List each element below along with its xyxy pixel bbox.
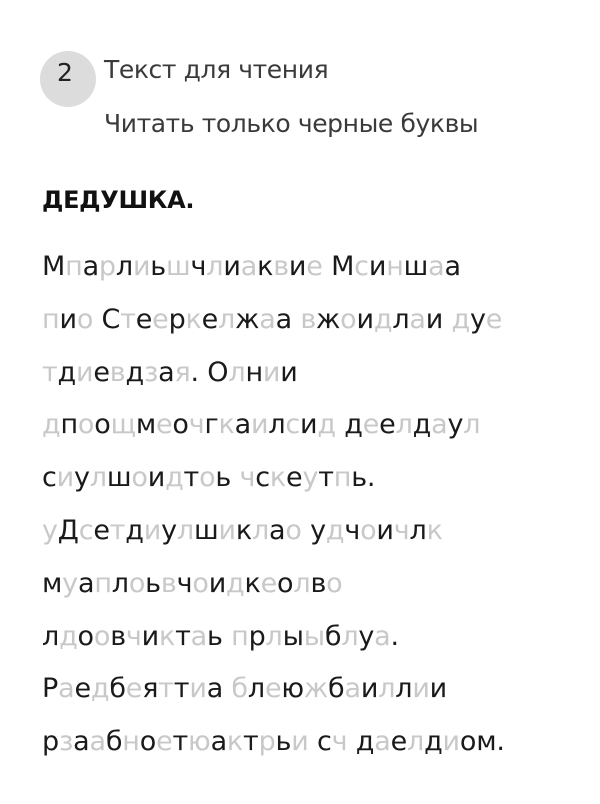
reading-line <box>42 456 505 509</box>
number-badge <box>40 51 96 107</box>
black-letters: и <box>300 409 318 441</box>
grey-letters: и <box>218 514 236 546</box>
black-letters: д <box>125 356 144 388</box>
black-letters: д <box>125 514 144 546</box>
black-letters: т <box>173 673 190 705</box>
grey-letters: п <box>333 462 352 494</box>
grey-letters: у <box>42 514 58 546</box>
black-letters: р <box>168 303 186 335</box>
grey-letters: т <box>109 514 126 546</box>
black-letters: и <box>59 303 77 335</box>
grey-letters: и <box>76 356 94 388</box>
black-letters: ы <box>282 620 304 652</box>
black-letters: р <box>42 726 59 758</box>
black-letters: ж <box>316 303 341 335</box>
reading-line <box>42 667 505 720</box>
black-letters: е <box>201 303 219 335</box>
grey-letters: у <box>62 567 78 599</box>
grey-letters: а <box>374 620 391 652</box>
black-letters: ю <box>281 673 304 705</box>
black-letters: а <box>206 673 232 705</box>
black-letters: д <box>355 726 375 758</box>
black-letters: а <box>77 567 95 599</box>
grey-letters: к <box>226 726 244 758</box>
exercise-instruction: Читать только черные буквы <box>104 109 479 138</box>
grey-letters: и <box>250 409 269 441</box>
black-letters: у <box>161 514 177 546</box>
black-letters: т <box>175 620 191 652</box>
black-letters: т <box>318 462 334 494</box>
grey-letters: в <box>160 567 177 599</box>
black-letters: л <box>409 514 427 546</box>
grey-letters: з <box>58 726 74 758</box>
grey-letters: ч <box>188 409 205 441</box>
black-letters: д <box>424 726 443 758</box>
grey-letters: е <box>485 303 503 335</box>
grey-letters: е <box>125 673 143 705</box>
black-letters: л <box>115 251 133 282</box>
black-letters: б <box>109 673 126 705</box>
black-letters: я <box>142 673 159 705</box>
badge-number: 2 <box>57 58 73 87</box>
black-letters: у <box>358 620 375 652</box>
grey-letters: о <box>76 303 94 335</box>
grey-letters: ш <box>166 251 191 282</box>
black-letters: е <box>379 409 396 441</box>
black-letters: ь <box>207 620 232 652</box>
grey-letters: л <box>206 251 224 282</box>
grey-letters: л <box>218 303 236 335</box>
grey-letters: с <box>78 514 94 546</box>
grey-letters: д <box>373 303 393 335</box>
black-letters: ь <box>150 251 167 282</box>
black-letters: л <box>395 673 413 705</box>
grey-letters: к <box>185 303 202 335</box>
grey-letters: л <box>378 673 396 705</box>
black-letters: к <box>257 251 274 282</box>
black-letters: и <box>368 251 387 282</box>
grey-letters: и <box>132 251 151 282</box>
black-letters: и <box>223 251 241 282</box>
black-letters: ь <box>215 462 240 494</box>
black-letters: и <box>208 567 227 599</box>
black-letters: л <box>392 303 410 335</box>
reading-line <box>42 562 505 615</box>
grey-letters: п <box>94 567 112 599</box>
grey-letters: д <box>90 673 110 705</box>
grey-letters: о <box>131 462 148 494</box>
black-letters: ом. <box>459 726 505 758</box>
grey-letters: л <box>176 514 194 546</box>
grey-letters: к <box>159 620 176 652</box>
black-letters: р <box>248 620 266 652</box>
grey-letters: к <box>218 409 235 441</box>
grey-letters: е <box>264 673 282 705</box>
grey-letters: к <box>426 514 443 546</box>
grey-letters: д <box>451 303 470 335</box>
grey-letters: е <box>156 726 173 758</box>
grey-letters: а <box>240 251 258 282</box>
black-letters: у <box>310 514 326 546</box>
grey-letters: с <box>285 409 301 441</box>
grey-letters: н <box>386 251 404 282</box>
black-letters: у <box>469 303 486 335</box>
black-letters: о <box>172 409 189 441</box>
black-letters: у <box>74 462 90 494</box>
grey-letters: л <box>89 462 107 494</box>
grey-letters: д <box>165 462 184 494</box>
black-letters: ч <box>176 567 193 599</box>
black-letters: . О <box>190 356 229 388</box>
black-letters: б <box>324 620 342 652</box>
grey-letters: о <box>128 567 146 599</box>
grey-letters: к <box>269 462 287 494</box>
grey-letters: д <box>59 620 78 652</box>
black-letters: ь <box>275 726 292 758</box>
black-letters: о <box>139 726 157 758</box>
grey-letters: о <box>360 514 377 546</box>
grey-letters: ы <box>303 620 325 652</box>
grey-letters: л <box>341 620 359 652</box>
black-letters: к <box>235 514 252 546</box>
black-letters: а <box>275 303 301 335</box>
black-letters: в <box>310 567 327 599</box>
grey-letters: и <box>291 726 309 758</box>
black-letters: и <box>376 514 394 546</box>
grey-letters: е <box>152 303 169 335</box>
reading-line <box>42 403 505 456</box>
grey-letters: о <box>326 567 343 599</box>
black-letters: и <box>425 303 452 335</box>
black-letters: м <box>42 567 63 599</box>
black-letters: н <box>245 356 263 388</box>
grey-letters: л <box>251 514 270 546</box>
reading-line <box>42 245 505 298</box>
black-letters: а <box>269 514 286 546</box>
black-letters: а <box>210 726 227 758</box>
black-letters: т <box>183 462 200 494</box>
grey-letters: п <box>42 303 60 335</box>
black-letters: Д <box>57 514 79 546</box>
grey-letters: е <box>155 409 173 441</box>
reading-line <box>42 720 505 773</box>
black-letters: М <box>322 251 355 282</box>
black-letters: г <box>204 409 219 441</box>
grey-letters: и <box>412 673 430 705</box>
black-letters: е <box>93 514 110 546</box>
grey-letters: ч <box>331 726 356 758</box>
black-letters: М <box>42 251 66 282</box>
black-letters: д <box>57 356 76 388</box>
black-letters: . <box>390 620 399 652</box>
grey-letters: н <box>122 726 140 758</box>
grey-letters: е <box>362 409 380 441</box>
black-letters: м <box>135 409 156 441</box>
black-letters: л <box>111 567 129 599</box>
black-letters: е <box>390 726 408 758</box>
grey-letters: л <box>228 356 246 388</box>
black-letters: о <box>94 409 111 441</box>
grey-letters: е <box>260 567 278 599</box>
story-title: ДЕДУШКА. <box>42 186 195 214</box>
black-letters: ч <box>344 514 361 546</box>
grey-letters: а <box>374 726 391 758</box>
black-letters: д <box>412 409 432 441</box>
black-letters: о <box>277 567 294 599</box>
black-letters: а <box>158 356 175 388</box>
grey-letters: в <box>273 251 289 282</box>
grey-letters: л <box>293 567 311 599</box>
black-letters: а <box>73 726 90 758</box>
black-letters: ж <box>235 303 260 335</box>
grey-letters: о <box>77 409 95 441</box>
grey-letters: ж <box>303 673 329 705</box>
grey-letters: з <box>143 356 159 388</box>
grey-letters: у <box>302 462 319 494</box>
black-letters: и <box>288 251 307 282</box>
grey-letters: д <box>325 514 345 546</box>
grey-letters: а <box>190 620 208 652</box>
grey-letters: ч <box>393 514 410 546</box>
grey-letters: р <box>98 251 116 282</box>
grey-letters: п <box>65 251 83 282</box>
grey-letters: а <box>344 673 361 705</box>
black-letters: л <box>268 409 286 441</box>
grey-letters: в <box>109 356 126 388</box>
black-letters: с <box>42 462 57 494</box>
grey-letters: и <box>442 726 460 758</box>
black-letters: и <box>360 673 379 705</box>
grey-letters: а <box>58 673 75 705</box>
grey-letters: а <box>409 303 426 335</box>
black-letters: д <box>344 409 363 441</box>
grey-letters: е <box>306 251 323 282</box>
exercise-subtitle: Текст для чтения <box>104 55 329 84</box>
grey-letters: д <box>317 409 345 441</box>
black-letters: у <box>447 409 464 441</box>
black-letters: ш <box>193 514 219 546</box>
black-letters: е <box>74 673 91 705</box>
black-letters: Р <box>42 673 59 705</box>
black-letters: и <box>141 620 160 652</box>
grey-letters: о <box>340 303 357 335</box>
grey-letters: а <box>89 726 106 758</box>
black-letters: к <box>244 567 261 599</box>
black-letters: с <box>308 726 332 758</box>
black-letters: ш <box>403 251 429 282</box>
black-letters: п <box>60 409 78 441</box>
grey-letters: ю <box>188 726 211 758</box>
grey-letters: с <box>354 251 369 282</box>
grey-letters: в <box>300 303 317 335</box>
black-letters: и <box>429 673 448 705</box>
reading-line <box>42 615 505 668</box>
grey-letters: щ <box>110 409 136 441</box>
grey-letters: б <box>231 673 248 705</box>
black-letters: е <box>93 356 110 388</box>
reading-line <box>42 509 505 562</box>
grey-letters: п <box>231 620 249 652</box>
grey-letters: о <box>199 462 216 494</box>
grey-letters: р <box>258 726 276 758</box>
reading-line <box>42 351 505 404</box>
grey-letters: т <box>158 673 174 705</box>
grey-letters: л <box>407 726 425 758</box>
grey-letters: л <box>463 409 481 441</box>
black-letters: и <box>147 462 166 494</box>
black-letters: т <box>172 726 189 758</box>
grey-letters: и <box>262 356 281 388</box>
grey-letters: и <box>189 673 207 705</box>
black-letters: ч <box>190 251 207 282</box>
black-letters: а <box>82 251 99 282</box>
black-letters: о <box>77 620 94 652</box>
grey-letters: д <box>226 567 245 599</box>
grey-letters: я <box>174 356 191 388</box>
grey-letters: а <box>431 409 448 441</box>
grey-letters: о <box>93 620 111 652</box>
grey-letters: т <box>42 356 58 388</box>
grey-letters: о <box>285 514 311 546</box>
grey-letters: л <box>395 409 413 441</box>
black-letters: ш <box>106 462 132 494</box>
black-letters: а <box>444 251 461 282</box>
grey-letters: о <box>192 567 209 599</box>
black-letters: б <box>105 726 123 758</box>
grey-letters: и <box>143 514 162 546</box>
grey-letters: а <box>428 251 445 282</box>
grey-letters: т <box>120 303 136 335</box>
grey-letters: д <box>42 409 61 441</box>
black-letters: и <box>356 303 374 335</box>
black-letters: с <box>255 462 270 494</box>
black-letters: б <box>328 673 345 705</box>
black-letters: и <box>280 356 298 388</box>
black-letters: л <box>42 620 60 652</box>
black-letters: а <box>234 409 251 441</box>
black-letters: в <box>110 620 126 652</box>
grey-letters: л <box>265 620 283 652</box>
black-letters: е <box>135 303 153 335</box>
black-letters: л <box>247 673 265 705</box>
black-letters: е <box>286 462 303 494</box>
black-letters: т <box>243 726 259 758</box>
black-letters: ь. <box>351 462 376 494</box>
reading-text <box>42 245 505 773</box>
grey-letters: ч <box>125 620 142 652</box>
reading-line <box>42 298 505 351</box>
grey-letters: ч <box>239 462 256 494</box>
black-letters: С <box>93 303 121 335</box>
grey-letters: а <box>259 303 276 335</box>
grey-letters: и <box>56 462 75 494</box>
black-letters: ь <box>145 567 161 599</box>
